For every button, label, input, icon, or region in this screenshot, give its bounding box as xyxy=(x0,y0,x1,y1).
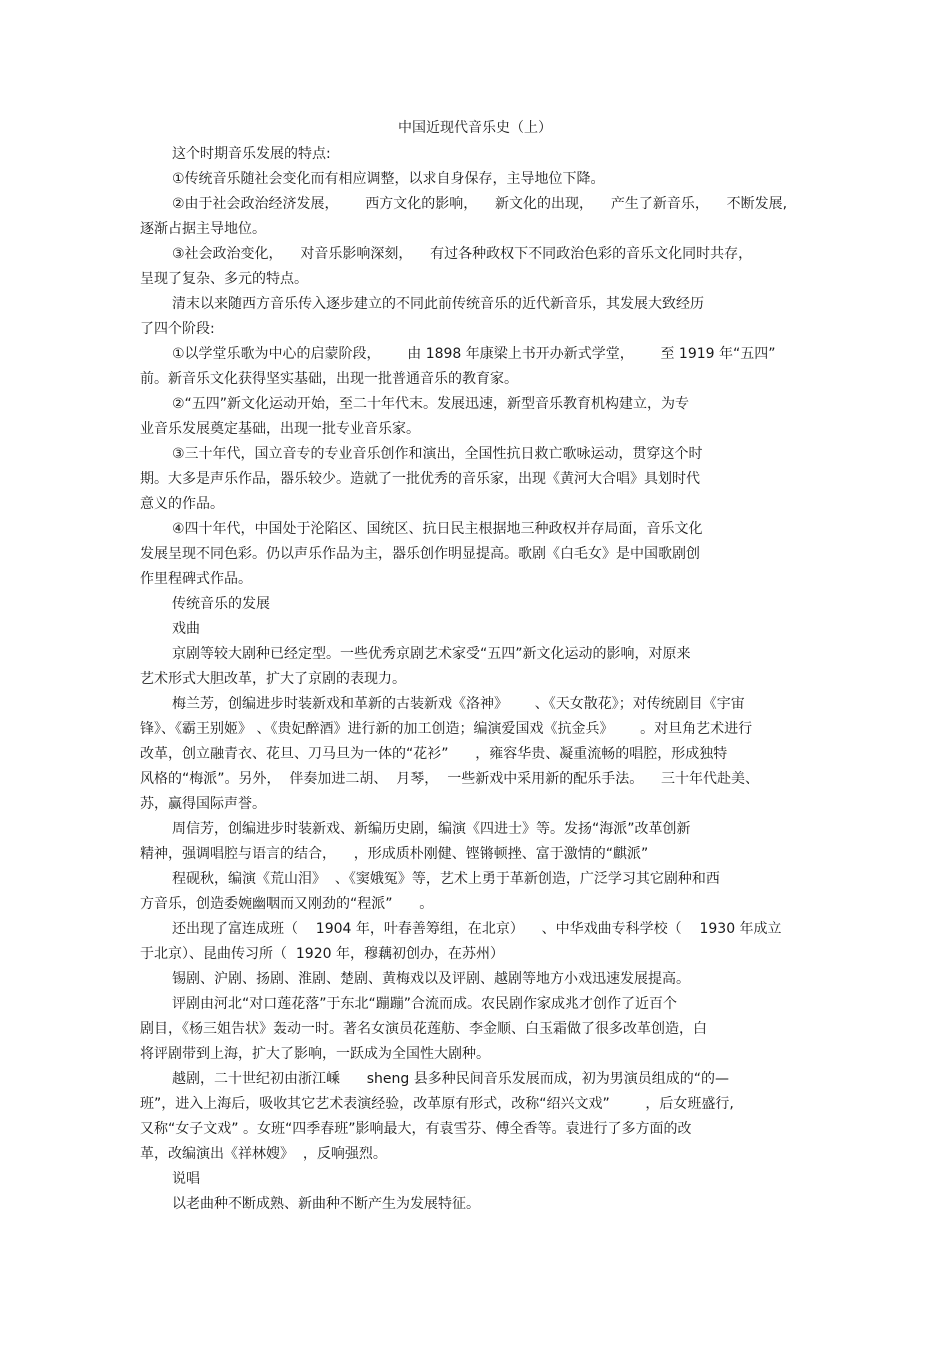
body-line: 期。大多是声乐作品，器乐较少。造就了一批优秀的音乐家，出现《黄河大合唱》具划时代 xyxy=(140,471,700,487)
body-line: 于北京）、昆曲传习所（ 1920 年，穆藕初创办，在苏州） xyxy=(140,946,504,962)
body-line: 评剧由河北“对口莲花落”于东北“蹦蹦”合流而成。农民剧作家成兆才创作了近百个 xyxy=(172,996,678,1012)
section-heading: 说唱 xyxy=(172,1171,200,1187)
body-line: 京剧等较大剧种已经定型。一些优秀京剧艺术家受“五四”新文化运动的影响，对原来 xyxy=(172,646,691,662)
body-line: ②“五四”新文化运动开始，至二十年代末。发展迅速，新型音乐教育机构建立，为专 xyxy=(172,396,690,412)
body-line: ①传统音乐随社会变化而有相应调整，以求自身保存，主导地位下降。 xyxy=(172,171,605,187)
body-line: 了四个阶段: xyxy=(140,321,215,337)
body-line: 作里程碑式作品。 xyxy=(140,571,252,587)
body-line: 剧目，《杨三姐告状》轰动一时。著名女演员花莲舫、李金顺、白玉霜做了很多改革创造，白 xyxy=(140,1021,707,1037)
body-line: 发展呈现不同色彩。仍以声乐作品为主，器乐创作明显提高。歌剧《白毛女》是中国歌剧创 xyxy=(140,546,700,562)
body-line: 以老曲种不断成熟、新曲种不断产生为发展特征。 xyxy=(172,1196,480,1212)
body-line: 清末以来随西方音乐传入逐步建立的不同此前传统音乐的近代新音乐，其发展大致经历 xyxy=(172,296,704,312)
body-line: 周信芳，创编进步时装新戏、新编历史剧，编演《四进士》等。发扬“海派”改革创新 xyxy=(172,821,691,837)
body-line: 精神，强调唱腔与语言的结合， ，形成质朴刚健、铿锵顿挫、富于激情的“麒派” xyxy=(140,846,649,862)
body-line: 风格的“梅派”。另外， 伴奏加进二胡、 月琴， 一些新戏中采用新的配乐手法。 三十年代赴美、 xyxy=(140,771,760,787)
body-line: 呈现了复杂、多元的特点。 xyxy=(140,271,308,287)
body-line: 越剧，二十世纪初由浙江嵊 sheng 县多种民间音乐发展而成，初为男演员组成的“的— xyxy=(172,1071,729,1087)
body-line: 锡剧、沪剧、扬剧、淮剧、楚剧、黄梅戏以及评剧、越剧等地方小戏迅速发展提高。 xyxy=(172,971,690,987)
body-line: ③社会政治变化， 对音乐影响深刻， 有过各种政权下不同政治色彩的音乐文化同时共存， xyxy=(172,246,753,262)
body-line: 逐渐占据主导地位。 xyxy=(140,221,266,237)
section-heading: 传统音乐的发展 xyxy=(172,596,270,612)
document-title: 中国近现代音乐史（上） xyxy=(398,120,552,136)
body-line: 革，改编演出《祥林嫂》 ，反响强烈。 xyxy=(140,1146,387,1162)
body-line: 班”，进入上海后，吸收其它艺术表演经验，改革原有形式，改称“绍兴文戏” ，后女班盛行, xyxy=(140,1096,734,1112)
body-line: 改革，创立融青衣、花旦、刀马旦为一体的“花衫” ，雍容华贵、凝重流畅的唱腔，形成独特 xyxy=(140,746,728,762)
body-line: 将评剧带到上海，扩大了影响，一跃成为全国性大剧种。 xyxy=(140,1046,490,1062)
body-line: 业音乐发展奠定基础，出现一批专业音乐家。 xyxy=(140,421,420,437)
body-line: 方音乐，创造委婉幽咽而又刚劲的“程派” 。 xyxy=(140,896,434,912)
body-line: 梅兰芳，创编进步时装新戏和革新的古装新戏《洛神》 、《天女散花》；对传统剧目《宇宙 xyxy=(172,696,745,712)
body-line: ②由于社会政治经济发展， 西方文化的影响， 新文化的出现， 产生了新音乐， 不断发展, xyxy=(172,196,788,212)
body-line: 程砚秋，编演《荒山泪》 、《窦娥冤》等，艺术上勇于革新创造，广泛学习其它剧种和西 xyxy=(172,871,720,887)
body-line: 意义的作品。 xyxy=(140,496,224,512)
body-line: 前。新音乐文化获得坚实基础，出现一批普通音乐的教育家。 xyxy=(140,371,518,387)
body-line: 艺术形式大胆改革，扩大了京剧的表现力。 xyxy=(140,671,406,687)
body-line: ③三十年代，国立音专的专业音乐创作和演出，全国性抗日救亡歌咏运动，贯穿这个时 xyxy=(172,446,703,462)
body-line: 这个时期音乐发展的特点: xyxy=(172,146,331,162)
body-line: ④四十年代，中国处于沦陷区、国统区、抗日民主根据地三种政权并存局面，音乐文化 xyxy=(172,521,703,537)
body-line: 苏，赢得国际声誉。 xyxy=(140,796,266,812)
body-line: ①以学堂乐歌为中心的启蒙阶段， 由 1898 年康梁上书开办新式学堂， 至 1919 年“五四” xyxy=(172,346,776,362)
body-line: 又称“女子文戏” 。女班“四季春班”影响最大，有袁雪芬、傅全香等。袁进行了多方面的改 xyxy=(140,1121,692,1137)
section-heading: 戏曲 xyxy=(172,621,200,637)
body-line: 锋》、《霸王别姬》 、《贵妃醉酒》进行新的加工创造；编演爱国戏《抗金兵》 。对旦角艺术进行 xyxy=(140,721,753,737)
body-line: 还出现了富连成班（ 1904 年，叶春善筹组，在北京） 、中华戏曲专科学校（ 1930 年成立 xyxy=(172,921,782,937)
